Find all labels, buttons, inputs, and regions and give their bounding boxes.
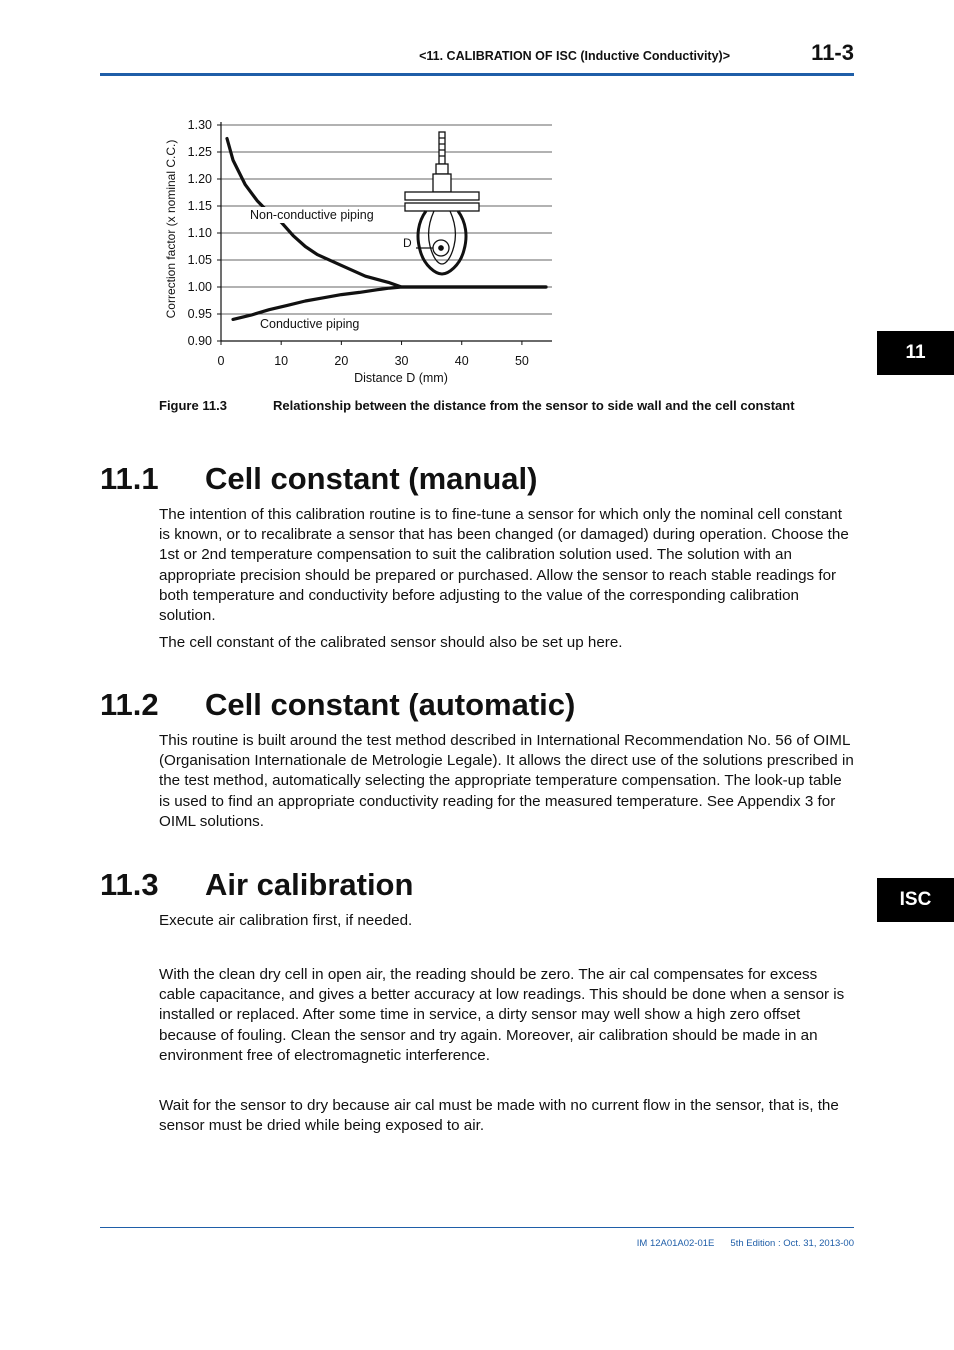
paragraph: The cell constant of the calibrated sensor should also be set up here. bbox=[159, 634, 623, 651]
section-heading-11-3 bbox=[100, 867, 413, 903]
footer-divider bbox=[100, 1227, 854, 1228]
paragraph: With the clean dry cell in open air, the reading should be zero. The air cal compensates for excess cable capacitance, and gives a better accuracy at low readings. This should be done when a sensor is installed or replaced. After some time in service, a dirty sensor may well show a high zero offset because of fouling. Clean the sensor and try again. Moreover, air calibration should be made in an environment free of electromagnetic interference. bbox=[159, 966, 845, 1064]
paragraph: Wait for the sensor to dry because air cal must be made with no current flow in the sensor, that is, the sensor must be dried while being exposed to air. bbox=[159, 1097, 839, 1135]
y-tick-label: 0.90 bbox=[187, 334, 212, 348]
figure-caption-text: Relationship between the distance from the sensor to side wall and the cell constant bbox=[273, 398, 795, 413]
paragraph: Execute air calibration first, if needed. bbox=[159, 912, 413, 929]
x-tick-label: 40 bbox=[454, 354, 469, 368]
paragraph: This routine is built around the test method described in International Recommendation No. 56 of OIML (Organisation Internationale de Metrologie Legale). It allows the direct use of the solutions prescribed in the test method, automatically selecting the appropriate temperature compensation. The look-up table is used to find an appropriate conductivity reading for the measured temperature. See Appendix 3 for OIML solutions. bbox=[159, 732, 854, 830]
y-axis-title: Correction factor (x nominal C.C.) bbox=[164, 139, 178, 319]
section-title: Cell constant (automatic) bbox=[205, 687, 576, 722]
section-number: 11.1 bbox=[100, 461, 159, 496]
series-label-conductive: Conductive piping bbox=[260, 317, 360, 331]
x-tick-label: 10 bbox=[274, 354, 289, 368]
x-tick-label: 0 bbox=[217, 354, 225, 368]
section-heading-11-1 bbox=[100, 461, 537, 497]
section-number: 11.3 bbox=[100, 867, 159, 902]
chart-series bbox=[227, 139, 546, 320]
series-label-non-conductive: Non-conductive piping bbox=[250, 208, 374, 222]
x-axis-title: Distance D (mm) bbox=[354, 371, 448, 385]
edition-info: 5th Edition : Oct. 31, 2013-00 bbox=[730, 1238, 854, 1249]
chapter-tab[interactable]: 11 bbox=[877, 331, 954, 375]
y-tick-label: 1.30 bbox=[187, 118, 212, 132]
y-tick-label: 1.15 bbox=[187, 199, 212, 213]
y-tick-label: 1.05 bbox=[187, 253, 212, 267]
figure-label: Figure 11.3 bbox=[159, 398, 227, 413]
section-number: 11.2 bbox=[100, 687, 159, 722]
y-tick-label: 1.10 bbox=[187, 226, 212, 240]
y-tick-label: 1.25 bbox=[187, 145, 212, 159]
section-title: Air calibration bbox=[205, 867, 414, 902]
correction-factor-chart bbox=[150, 110, 570, 390]
chapter-header-title: <11. CALIBRATION OF ISC (Inductive Conductivity)> bbox=[419, 49, 730, 63]
section-title: Cell constant (manual) bbox=[205, 461, 538, 496]
x-tick-label: 50 bbox=[514, 354, 529, 368]
page-number: 11-3 bbox=[811, 40, 854, 65]
header-divider bbox=[100, 73, 854, 76]
y-tick-labels bbox=[188, 118, 212, 348]
y-tick-label: 1.00 bbox=[187, 280, 212, 294]
sensor-illustration bbox=[405, 132, 479, 274]
y-tick-label: 1.20 bbox=[187, 172, 212, 186]
figure-caption bbox=[159, 398, 859, 413]
x-tick-labels bbox=[218, 354, 529, 368]
section-tab-isc[interactable]: ISC bbox=[877, 878, 954, 922]
x-tick-label: 30 bbox=[394, 354, 409, 368]
x-tick-label: 20 bbox=[334, 354, 349, 368]
distance-d-annotation: D bbox=[403, 236, 412, 250]
paragraph: The intention of this calibration routine is to fine-tune a sensor for which only the nominal cell constant is known, or to recalibrate a sensor that has been changed (or damaged) during operation. Choose the 1st or 2nd temperature compensation to suit the calibration solution used. The solution with an appropriate precision should be prepared or purchased. Allow the sensor to reach stable readings for both temperature and conductivity before adjusting to the value of the corresponding calibration solution. bbox=[159, 506, 849, 625]
series-line-1 bbox=[233, 287, 546, 319]
y-tick-label: 0.95 bbox=[187, 307, 212, 321]
document-id: IM 12A01A02-01E bbox=[636, 1238, 715, 1249]
section-heading-11-2 bbox=[100, 687, 575, 723]
footer bbox=[637, 1238, 854, 1249]
